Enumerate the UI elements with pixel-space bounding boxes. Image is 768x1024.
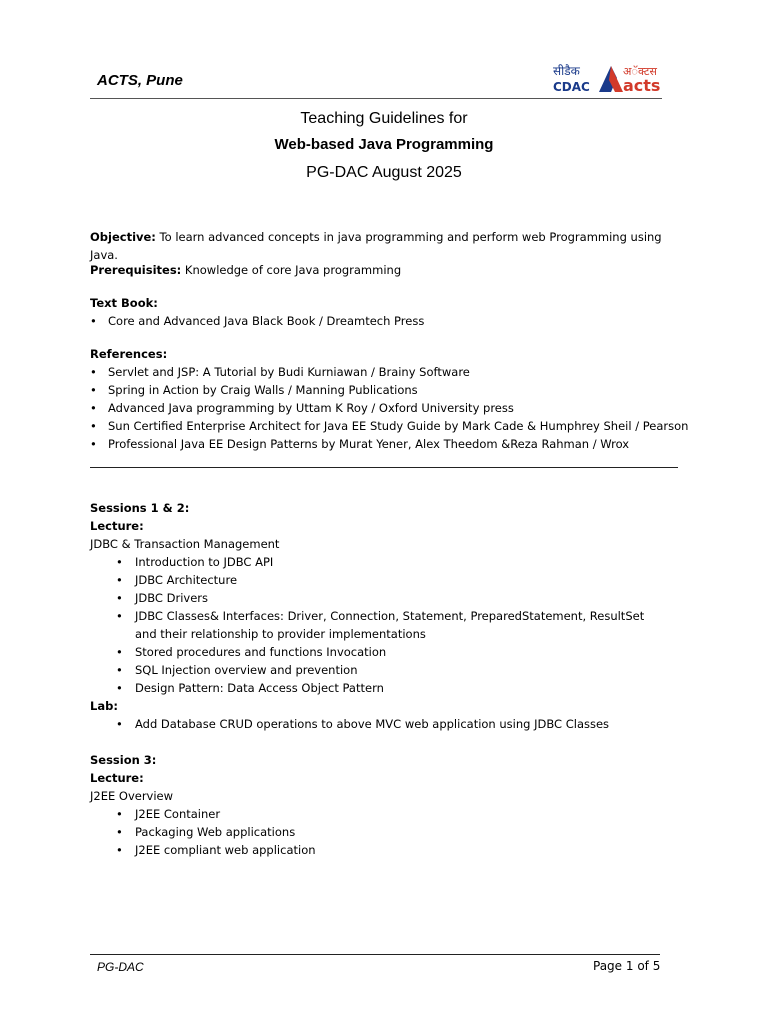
list-item: • J2EE Container	[90, 805, 690, 823]
session-heading: Sessions 1 & 2:	[90, 501, 190, 515]
page-number: Page 1 of 5	[593, 959, 661, 973]
list-item: • JDBC Classes& Interfaces: Driver, Connection, Statement, PreparedStatement, ResultSet and their relationship to provider implementations	[90, 607, 665, 643]
section-divider	[90, 467, 678, 468]
references-section	[90, 345, 690, 453]
list-item: • Introduction to JDBC API	[90, 553, 690, 571]
list-item: • SQL Injection overview and prevention	[90, 661, 690, 679]
svg-text:CDAC: CDAC	[553, 80, 590, 94]
list-item: • Professional Java EE Design Patterns by Murat Yener, Alex Theedom &Reza Rahman / Wrox	[90, 435, 690, 453]
list-item: • Add Database CRUD operations to above MVC web application using JDBC Classes	[90, 715, 690, 733]
textbook-section	[90, 294, 690, 330]
lab-label: Lab:	[90, 699, 118, 713]
prerequisites-text: Knowledge of core Java programming	[181, 263, 402, 277]
svg-text:acts: acts	[623, 76, 661, 95]
prerequisites	[90, 261, 690, 279]
objective-text: To learn advanced concepts in java programming and perform web Programming using Java.	[90, 230, 662, 262]
objective	[90, 228, 690, 264]
session-heading: Session 3:	[90, 753, 157, 767]
svg-text:अॅक्टस: अॅक्टस	[623, 65, 657, 78]
references-label: References:	[90, 347, 168, 361]
doc-title-course: Web-based Java Programming	[274, 136, 494, 153]
svg-text:सीडैक: सीडैक	[553, 64, 580, 78]
session-topic: JDBC & Transaction Management	[90, 537, 280, 551]
list-item: • JDBC Drivers	[90, 589, 690, 607]
list-item: • Stored procedures and functions Invocation	[90, 643, 690, 661]
list-item: • Servlet and JSP: A Tutorial by Budi Kurniawan / Brainy Software	[90, 363, 690, 381]
doc-title-batch: PG-DAC August 2025	[306, 164, 462, 181]
footer-course: PG-DAC	[97, 960, 144, 974]
lecture-label: Lecture:	[90, 771, 144, 785]
objective-label: Objective:	[90, 230, 156, 244]
list-item: • Packaging Web applications	[90, 823, 690, 841]
doc-title-line1: Teaching Guidelines for	[300, 110, 468, 127]
cdac-acts-logo	[551, 60, 669, 96]
list-item: • Design Pattern: Data Access Object Pattern	[90, 679, 690, 697]
session-topic: J2EE Overview	[90, 789, 174, 803]
list-item: • J2EE compliant web application	[90, 841, 690, 859]
session-3	[90, 751, 690, 859]
session-1-2	[90, 499, 690, 733]
list-item: • Advanced Java programming by Uttam K Roy / Oxford University press	[90, 399, 690, 417]
list-item: • Spring in Action by Craig Walls / Manning Publications	[90, 381, 690, 399]
lecture-label: Lecture:	[90, 519, 144, 533]
footer-divider	[90, 954, 660, 955]
list-item: • Sun Certified Enterprise Architect for Java EE Study Guide by Mark Cade & Humphrey Sheil / Pearson	[90, 417, 690, 435]
header-title: ACTS, Pune	[97, 72, 183, 89]
list-item: • JDBC Architecture	[90, 571, 690, 589]
prerequisites-label: Prerequisites:	[90, 263, 182, 277]
header-divider	[90, 98, 662, 99]
list-item: • Core and Advanced Java Black Book / Dreamtech Press	[90, 312, 690, 330]
textbook-label: Text Book:	[90, 296, 158, 310]
